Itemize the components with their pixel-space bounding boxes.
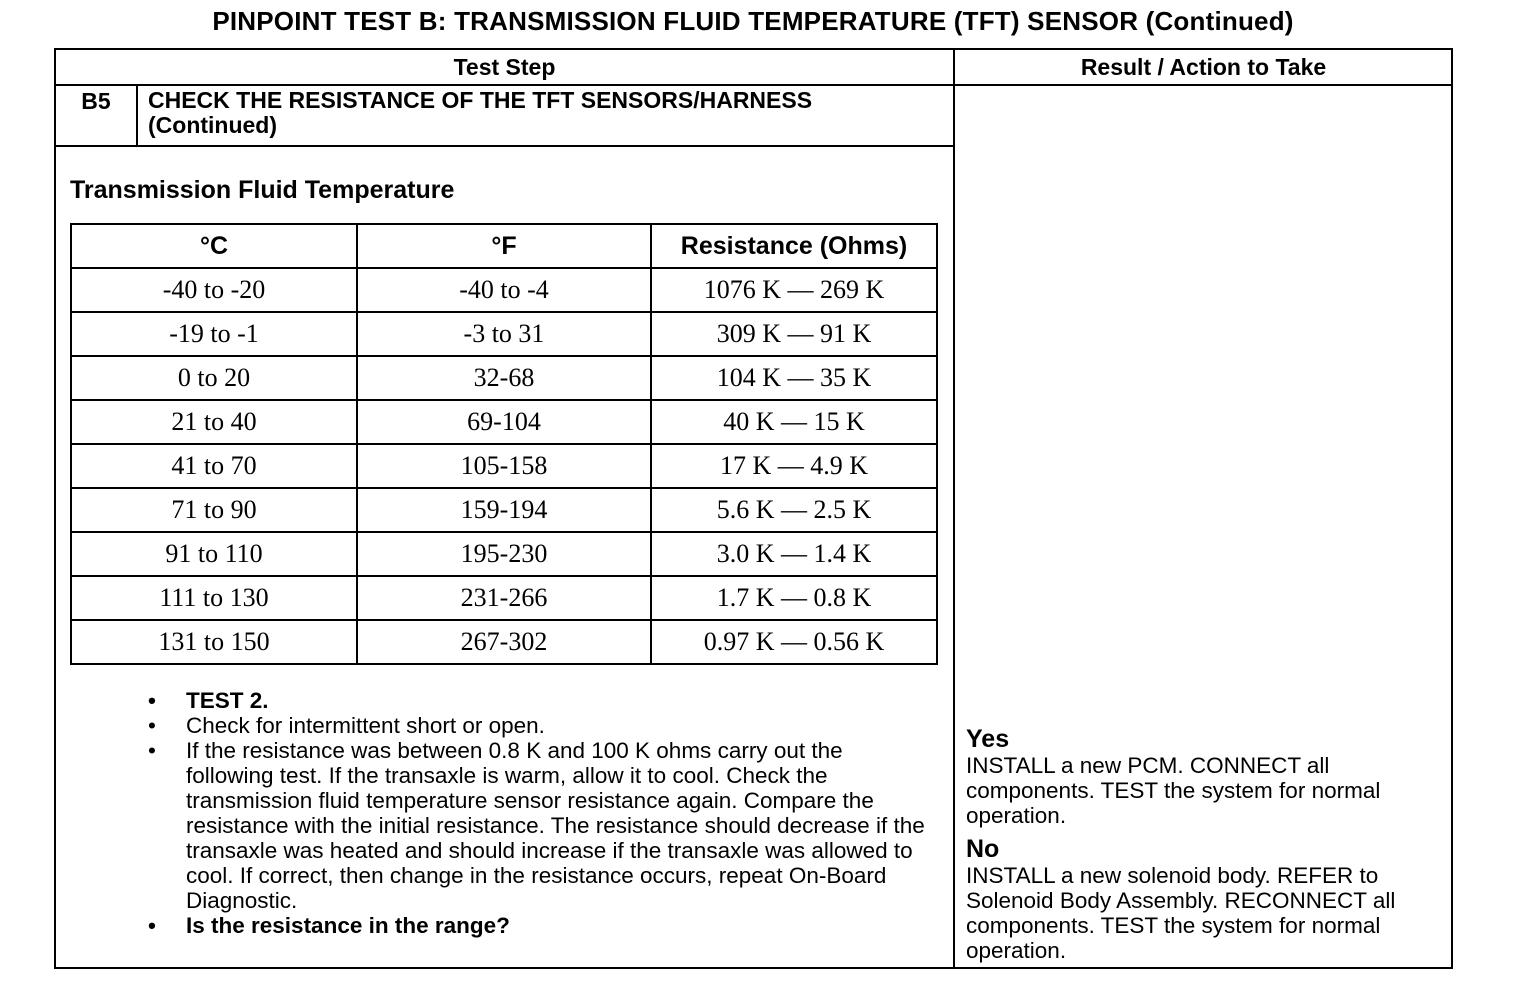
yes-action: INSTALL a new PCM. CONNECT all components. TEST the system for normal operation.	[966, 753, 1381, 828]
list-item: • Check for intermittent short or open.	[148, 713, 928, 738]
table-row	[71, 268, 937, 312]
table-cell: 159-194	[357, 488, 651, 532]
table-cell: 71 to 90	[71, 488, 357, 532]
table-cell: 104 K — 35 K	[651, 356, 937, 400]
table-row	[71, 444, 937, 488]
table-cell: 5.6 K — 2.5 K	[651, 488, 937, 532]
table-row	[71, 356, 937, 400]
test-instructions-list	[148, 688, 928, 938]
table-cell: 1076 K — 269 K	[651, 268, 937, 312]
column-header-celsius: °C	[71, 224, 357, 268]
table-row	[71, 532, 937, 576]
list-item: • If the resistance was between 0.8 K and 100 K ohms carry out the following test. If the transaxle is warm, allow it to cool. Check the transmission fluid temperature sensor resistance again. Compare the resistance with the initial resistance. The resistance should decrease if the transaxle was heated and should increase if the transaxle was allowed to cool. If correct, then change in the resistance occurs, repeat On-Board Diagnostic.	[148, 738, 928, 913]
table-cell: 40 K — 15 K	[651, 400, 937, 444]
no-label: No	[966, 835, 1000, 863]
header-divider	[54, 84, 1453, 86]
table-cell: 17 K — 4.9 K	[651, 444, 937, 488]
result-spacer	[966, 828, 1446, 836]
table-cell: 41 to 70	[71, 444, 357, 488]
list-item: • Is the resistance in the range?	[148, 913, 928, 938]
table-row	[71, 488, 937, 532]
table-cell: 3.0 K — 1.4 K	[651, 532, 937, 576]
yes-label: Yes	[966, 725, 1010, 753]
page-title: PINPOINT TEST B: TRANSMISSION FLUID TEMPERATURE (TFT) SENSOR (Continued)	[212, 6, 1294, 36]
step-divider	[54, 145, 954, 147]
result-actions	[966, 726, 1446, 963]
table-cell: 69-104	[357, 400, 651, 444]
table-cell: 0 to 20	[71, 356, 357, 400]
list-item: • TEST 2.	[148, 688, 928, 713]
step-title-line-1: CHECK THE RESISTANCE OF THE TFT SENSORS/HARNESS	[148, 87, 813, 113]
table-cell: -3 to 31	[357, 312, 651, 356]
tft-resistance-table	[70, 223, 938, 665]
table-row	[71, 312, 937, 356]
table-cell: 131 to 150	[71, 620, 357, 664]
table-row	[71, 620, 937, 664]
table-cell: 111 to 130	[71, 576, 357, 620]
table-cell: 231-266	[357, 576, 651, 620]
table-cell: 91 to 110	[71, 532, 357, 576]
table-cell: -19 to -1	[71, 312, 357, 356]
step-title	[148, 88, 938, 138]
table-cell: -40 to -20	[71, 268, 357, 312]
table-cell: 195-230	[357, 532, 651, 576]
step-id-divider	[136, 85, 138, 146]
table-cell: 32-68	[357, 356, 651, 400]
table-cell: 0.97 K — 0.56 K	[651, 620, 937, 664]
step-id: B5	[81, 88, 111, 114]
step-title-line-2: (Continued)	[148, 112, 278, 138]
column-divider	[953, 48, 955, 969]
table-cell: 267-302	[357, 620, 651, 664]
column-header-result-action: Result / Action to Take	[1080, 54, 1327, 80]
table-cell: 309 K — 91 K	[651, 312, 937, 356]
column-header-resistance: Resistance (Ohms)	[651, 224, 937, 268]
table-cell: -40 to -4	[357, 268, 651, 312]
no-action: INSTALL a new solenoid body. REFER to Solenoid Body Assembly. RECONNECT all components. TEST the system for normal operation.	[966, 863, 1396, 963]
column-header-fahrenheit: °F	[357, 224, 651, 268]
table-row	[71, 576, 937, 620]
column-header-test-step: Test Step	[453, 54, 556, 80]
table-cell: 1.7 K — 0.8 K	[651, 576, 937, 620]
table-cell: 21 to 40	[71, 400, 357, 444]
table-title: Transmission Fluid Temperature	[70, 176, 455, 204]
table-cell: 105-158	[357, 444, 651, 488]
table-row	[71, 400, 937, 444]
table-header-row	[71, 224, 937, 268]
